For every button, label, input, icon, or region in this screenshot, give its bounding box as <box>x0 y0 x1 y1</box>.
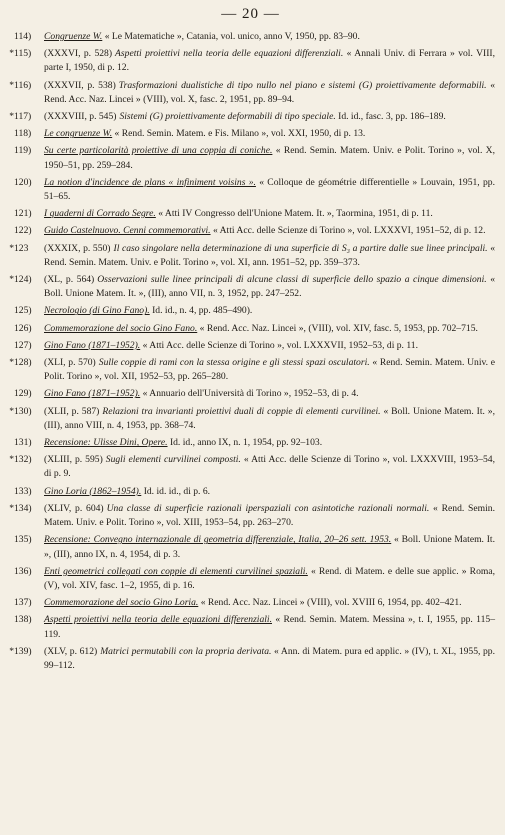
entry-publication: Id. id. id., di p. 6. <box>143 485 211 497</box>
entry-number: 115) <box>14 48 32 60</box>
entry-title: Gino Fano (1871–1952). <box>44 388 141 400</box>
entry-star: * <box>9 79 14 91</box>
entry-publication: « Rend. Semin. Matem. Univ. e Polit. Torino », vol. XII, 1952–53, pp. 265–280. <box>44 357 496 383</box>
entry-star: * <box>9 357 14 369</box>
entry-title: Commemorazione del socio Gino Fano. <box>44 322 198 334</box>
entry-marker <box>6 436 44 450</box>
entry-title: Relazioni tra invarianti proiettivi duali di coppie di elementi curvilinei. <box>102 405 381 417</box>
entry-title: Necrologio (di Gino Fano). <box>44 305 150 317</box>
entry-marker <box>6 176 44 190</box>
entry-title: Guido Castelnuovo. Cenni commemorativi. <box>44 225 211 237</box>
entry-publication: « Rend. Semin. Matem. Univ. e Polit. Torino », vol. XI, ann. 1951–52, pp. 359–373. <box>44 242 495 268</box>
bibliography-entry <box>6 453 495 481</box>
page-number: — 20 — <box>221 6 280 22</box>
bibliography-entry <box>6 30 495 44</box>
entry-marker <box>6 645 44 659</box>
bibliography-entry <box>6 565 495 593</box>
entry-number: 126) <box>14 322 32 334</box>
entry-number: 139) <box>14 645 32 657</box>
entry-number: 120) <box>14 176 32 188</box>
entry-number: 124) <box>14 274 32 286</box>
bibliography-entry <box>6 224 495 238</box>
entry-title: La notion d'incidence de plans « infiniment voisins ». <box>44 176 256 188</box>
entry-marker <box>6 144 44 158</box>
entry-marker <box>6 304 44 318</box>
entry-title: Trasformazioni dualistiche di tipo nullo nel piano e sistemi (G) proiettivamente deformabili. <box>118 79 487 91</box>
entry-star: * <box>9 502 14 514</box>
entry-star: * <box>9 274 14 286</box>
entry-publication: « Atti IV Congresso dell'Unione Matem. It. », Taormina, 1951, di p. 11. <box>158 208 433 220</box>
entry-publication: « Ann. di Matem. pura ed applic. » (IV), t. XL, 1955, pp. 99–112. <box>44 645 495 671</box>
entry-marker <box>6 224 44 238</box>
entry-publication: « Boll. Unione Matem. It. », (III), anno IX, n. 4, 1954, di p. 3. <box>44 534 495 560</box>
bibliography-list <box>6 30 495 673</box>
entry-number: 127) <box>14 339 32 351</box>
entry-number: 132) <box>14 454 32 466</box>
entry-marker <box>6 502 44 516</box>
entry-publication: « Rend. Acc. Naz. Lincei » (VIII), vol. X, fasc. 2, 1951, pp. 89–94. <box>44 79 496 105</box>
entry-reference: (XLV, p. 612) <box>44 645 98 657</box>
entry-marker <box>6 47 44 61</box>
entry-publication: « Rend. Acc. Naz. Lincei », (VIII), vol. XIV, fasc. 5, 1953, pp. 702–715. <box>199 322 478 334</box>
entry-marker <box>6 339 44 353</box>
entry-number: 116) <box>14 79 32 91</box>
bibliography-entry <box>6 356 495 384</box>
entry-star: * <box>9 111 14 123</box>
entry-number: 121) <box>14 208 32 220</box>
entry-number: 114) <box>14 31 32 42</box>
bibliography-entry <box>6 79 495 107</box>
entry-marker <box>6 387 44 401</box>
entry-publication: « Atti Acc. delle Scienze di Torino », vol. LXXXVII, 1952–53, di p. 11. <box>142 339 418 351</box>
entry-number: 129) <box>14 388 32 400</box>
entry-marker <box>6 453 44 467</box>
entry-title: Una classe di superficie razionali iperspaziali con asintotiche razionali normali. <box>106 502 430 514</box>
entry-number: 118) <box>14 128 32 140</box>
entry-publication: « Rend. Semin. Matem. Messina », t. I, 1955, pp. 115–119. <box>44 614 495 640</box>
entry-publication: « Atti Acc. delle Scienze di Torino », vol. LXXXVI, 1951–52, di p. 12. <box>212 225 486 237</box>
bibliography-entry <box>6 127 495 141</box>
entry-title: Sugli elementi curvilinei composti. <box>105 454 241 466</box>
entry-reference: (XXXVIII, p. 545) <box>44 111 117 123</box>
entry-publication: « Boll. Unione Matem. It. », (III), anno VII, n. 3, 1952, pp. 247–252. <box>44 274 495 300</box>
entry-number: 136) <box>14 565 32 577</box>
entry-star: * <box>9 48 14 60</box>
bibliography-entry <box>6 613 495 641</box>
entry-publication: « Colloque de géométrie differentielle » Louvain, 1951, pp. 51–65. <box>44 176 495 203</box>
entry-star: * <box>9 405 14 417</box>
entry-title: Matrici permutabili con la propria derivata. <box>100 645 272 657</box>
bibliography-entry <box>6 405 495 433</box>
entry-marker <box>6 110 44 124</box>
entry-publication: « Boll. Unione Matem. It. », (III), anno VIII, n. 4, 1953, pp. 368–74. <box>44 405 495 431</box>
entry-reference: (XLI, p. 570) <box>44 357 96 369</box>
entry-title: Recensione: Ulisse Dini, Opere. <box>44 437 168 449</box>
entry-reference: (XLIII, p. 595) <box>44 454 103 466</box>
entry-reference: (XLII, p. 587) <box>44 405 100 417</box>
entry-number: 125) <box>14 305 32 317</box>
entry-reference: (XXXVII, p. 538) <box>44 79 116 91</box>
entry-publication: « Annuario dell'Università di Torino », 1952–53, di p. 4. <box>142 388 359 400</box>
bibliography-entry <box>6 176 495 204</box>
entry-title: Congruenze W. <box>44 31 103 42</box>
entry-marker <box>6 79 44 93</box>
entry-publication: « Atti Acc. delle Scienze di Torino », vol. LXXXVIII, 1953–54, di p. 9. <box>44 454 495 480</box>
bibliography-entry <box>6 144 495 172</box>
entry-title: Le congruenze W. <box>44 128 113 140</box>
entry-marker <box>6 127 44 141</box>
entry-title: Su certe particolarità proiettive di una coppia di coniche. <box>44 145 273 157</box>
entry-reference: (XLIV, p. 604) <box>44 502 104 514</box>
bibliography-entry <box>6 110 495 124</box>
entry-title: Enti geometrici collegati con coppie di elementi curvilinei spaziali. <box>44 565 308 577</box>
entry-number: 134) <box>14 502 32 514</box>
entry-publication: « Rend. Semin. Matem. Univ. e Polit. Torino », vol. XIII, 1953–54, pp. 263–270. <box>44 502 495 529</box>
entry-marker <box>6 596 44 610</box>
entry-marker <box>6 273 44 287</box>
entry-number: 123 <box>14 242 29 254</box>
bibliography-entry <box>6 273 495 301</box>
bibliography-entry <box>6 436 495 450</box>
entry-title: Sulle coppie di rami con la stessa origine e gli stessi spazi osculatori. <box>98 357 370 369</box>
entry-star: * <box>9 242 14 254</box>
entry-title: Aspetti proiettivi nella teoria delle equazioni differenziali. <box>115 48 344 60</box>
bibliography-entry <box>6 322 495 336</box>
bibliography-entry <box>6 645 495 673</box>
entry-title: Commemorazione del socio Gino Loria. <box>44 597 199 609</box>
entry-publication: Id. id., n. 4, pp. 485–490). <box>152 305 253 317</box>
bibliography-entry <box>6 304 495 318</box>
entry-number: 133) <box>14 485 32 497</box>
entry-marker <box>6 485 44 499</box>
entry-marker <box>6 613 44 627</box>
bibliography-entry <box>6 485 495 499</box>
entry-number: 130) <box>14 405 32 417</box>
entry-title: Gino Fano (1871–1952). <box>44 339 141 351</box>
bibliography-entry <box>6 47 495 75</box>
entry-marker <box>6 356 44 370</box>
entry-title: I quaderni di Corrado Segre. <box>44 208 156 220</box>
entry-title: Sistemi (G) proiettivamente deformabili di tipo speciale. <box>119 111 336 123</box>
entry-reference: (XL, p. 564) <box>44 274 95 286</box>
entry-reference: (XXXVI, p. 528) <box>44 48 113 60</box>
entry-marker <box>6 322 44 336</box>
entry-publication: « Annali Univ. di Ferrara » vol. VIII, parte I, 1950, di p. 12. <box>44 48 495 74</box>
entry-number: 131) <box>14 437 32 449</box>
entry-publication: « Rend. Semin. Matem. Univ. e Polit. Torino », vol. X, 1950–51, pp. 259–284. <box>44 145 495 171</box>
entry-title: Gino Loria (1862–1954). <box>44 485 142 497</box>
entry-reference: (XXXIX, p. 550) <box>44 242 111 254</box>
entry-number: 117) <box>14 111 32 123</box>
entry-publication: « Rend. di Matem. e delle sue applic. » Roma, (V), vol. XIV, fasc. 1–2, 1955, di p. 16. <box>44 565 495 591</box>
entry-title: Il caso singolare nella determinazione di una superficie di S₃ a partire dalle sue linee principali. <box>113 242 488 254</box>
bibliography-entry <box>6 207 495 221</box>
entry-marker <box>6 207 44 221</box>
bibliography-entry <box>6 387 495 401</box>
entry-publication: Id. id., anno IX, n. 1, 1954, pp. 92–103. <box>169 437 323 449</box>
entry-number: 119) <box>14 145 32 157</box>
entry-title: Recensione: Convegno internazionale di geometria differenziale, Italia, 20–26 sett. 1953. <box>44 534 392 546</box>
bibliography-entry <box>6 596 495 610</box>
entry-publication: « Rend. Acc. Naz. Lincei » (VIII), vol. XVIII 6, 1954, pp. 402–421. <box>200 597 462 609</box>
entry-publication: « Le Matematiche », Catania, vol. unico, anno V, 1950, pp. 83–90. <box>104 31 360 42</box>
entry-publication: Id. id., fasc. 3, pp. 186–189. <box>338 111 446 123</box>
entry-title: Aspetti proiettivi nella teoria delle equazioni differenziali. <box>44 614 272 626</box>
entry-number: 137) <box>14 597 32 609</box>
entry-marker <box>6 533 44 547</box>
bibliography-entry <box>6 533 495 561</box>
entry-star: * <box>9 645 14 657</box>
entry-publication: « Rend. Semin. Matem. e Fis. Milano », vol. XXI, 1950, di p. 13. <box>114 128 366 140</box>
bibliography-entry <box>6 242 495 270</box>
entry-number: 135) <box>14 534 32 546</box>
entry-marker <box>6 405 44 419</box>
entry-number: 138) <box>14 614 32 626</box>
entry-number: 128) <box>14 357 32 369</box>
bibliography-entry <box>6 502 495 530</box>
entry-marker <box>6 242 44 256</box>
entry-number: 122) <box>14 225 32 237</box>
entry-marker <box>6 565 44 579</box>
entry-marker <box>6 30 44 44</box>
entry-star: * <box>9 454 14 466</box>
bibliography-entry <box>6 339 495 353</box>
entry-title: Osservazioni sulle linee principali di alcune classi di superficie dello spazio a cinque dimensioni. <box>97 274 487 286</box>
